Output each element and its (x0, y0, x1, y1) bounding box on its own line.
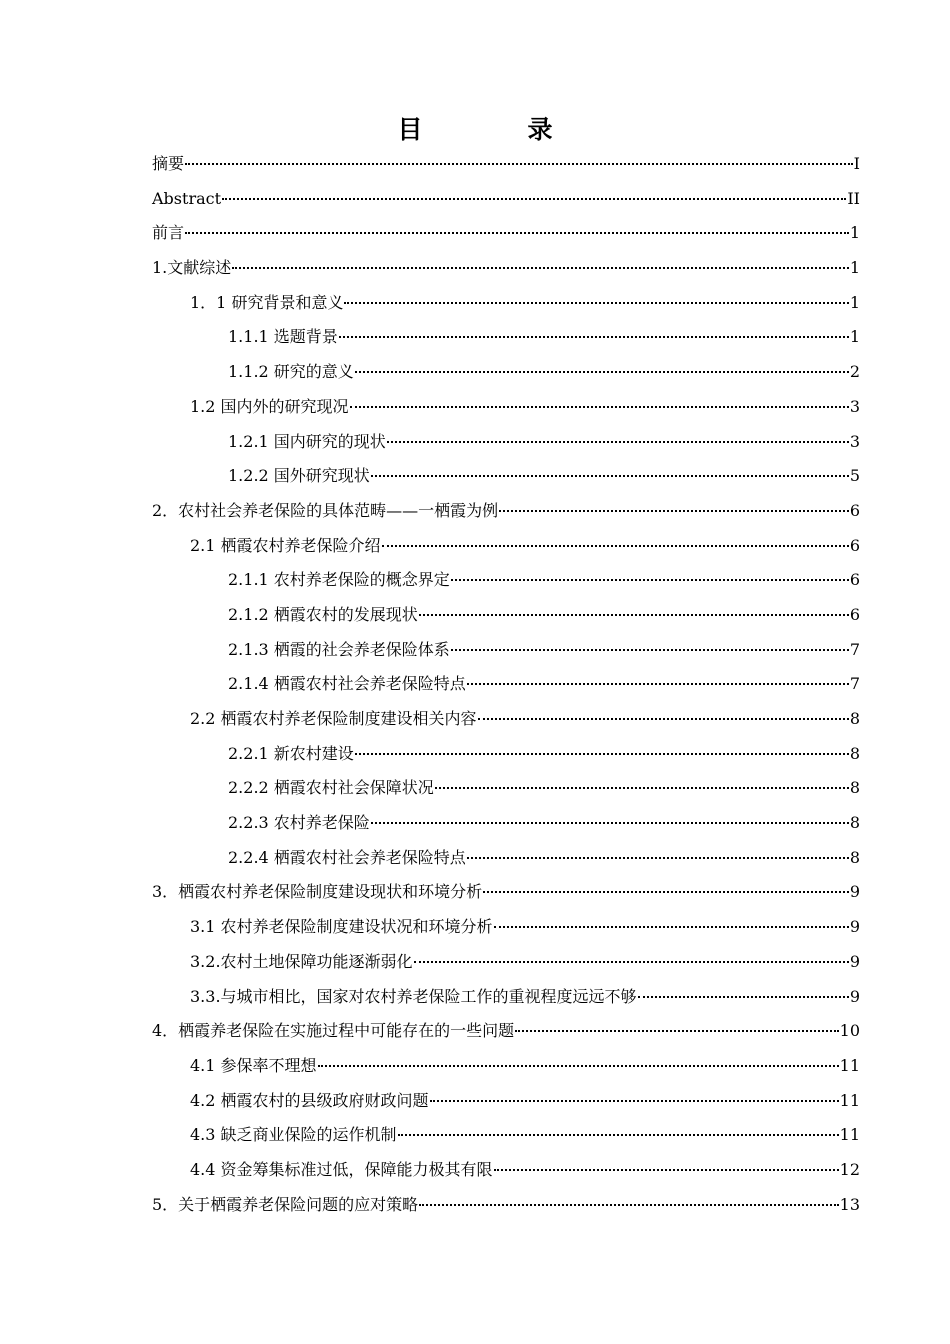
dot-leader (494, 1169, 839, 1171)
toc-entry-page-number: 3 (849, 396, 860, 416)
toc-entry-page-number: 8 (849, 847, 860, 867)
toc-entry-page-number: 8 (849, 743, 860, 763)
toc-entry-page-number: 7 (849, 674, 860, 694)
toc-entry[interactable] (152, 251, 860, 286)
toc-entry-page-number: 1 (849, 292, 860, 312)
dot-leader (419, 614, 849, 616)
toc-entry[interactable] (152, 182, 860, 217)
toc-entry[interactable] (152, 702, 860, 737)
toc-entry[interactable] (152, 771, 860, 806)
toc-entry-page-number: 11 (839, 1055, 860, 1075)
toc-entry-page-number: 9 (849, 917, 860, 937)
toc-entry[interactable] (152, 875, 860, 910)
toc-entry-title: 2.1.3 栖霞的社会养老保险体系 (228, 639, 450, 659)
dot-leader (430, 1100, 839, 1102)
dot-leader (419, 1204, 838, 1206)
toc-entry-title: 2.2.1 新农村建设 (228, 743, 354, 763)
toc-entry-title: 2.1.4 栖霞农村社会养老保险特点 (228, 674, 466, 694)
dot-leader (185, 232, 849, 234)
toc-entry[interactable] (152, 459, 860, 494)
toc-entry-page-number: 10 (839, 1021, 860, 1041)
dot-leader (371, 822, 849, 824)
toc-entry-title: 1.2 国内外的研究现况 (190, 396, 349, 416)
toc-entry-page-number: 9 (849, 951, 860, 971)
toc-entry-title: 2.1.2 栖霞农村的发展现状 (228, 604, 418, 624)
toc-entry-title: 1.1.2 研究的意义 (228, 362, 354, 382)
dot-leader (350, 406, 849, 408)
dot-leader (344, 302, 848, 304)
toc-entry-title: 3.3.与城市相比，国家对农村养老保险工作的重视程度远远不够 (190, 986, 637, 1006)
toc-entry-page-number: 1 (849, 327, 860, 347)
toc-entry-title: 1.2.2 国外研究现状 (228, 466, 370, 486)
toc-entry-page-number: 6 (849, 604, 860, 624)
dot-leader (494, 926, 849, 928)
toc-entry[interactable] (152, 320, 860, 355)
toc-entry-title: 4.3 缺乏商业保险的运作机制 (190, 1125, 397, 1145)
toc-entry-title: 1.1.1 选题背景 (228, 327, 338, 347)
toc-entry-page-number: 6 (849, 500, 860, 520)
dot-leader (435, 787, 849, 789)
dot-leader (499, 510, 849, 512)
toc-entry-page-number: 8 (849, 813, 860, 833)
toc-entry-title: 2.1 栖霞农村养老保险介绍 (190, 535, 381, 555)
toc-entry[interactable] (152, 598, 860, 633)
dot-leader (382, 545, 849, 547)
toc-entry[interactable] (152, 910, 860, 945)
dot-leader (478, 718, 849, 720)
dot-leader (371, 475, 849, 477)
toc-entry-page-number: 12 (839, 1159, 860, 1179)
toc-entry[interactable] (152, 390, 860, 425)
dot-leader (222, 198, 846, 200)
dot-leader (355, 371, 849, 373)
toc-entry-title: 2.2.3 农村养老保险 (228, 813, 370, 833)
toc-entry-title: 2.2 栖霞农村养老保险制度建设相关内容 (190, 709, 477, 728)
dot-leader (467, 857, 849, 859)
toc-entry[interactable] (152, 667, 860, 702)
toc-entry-title: 摘要 (152, 154, 185, 173)
toc-entry[interactable] (152, 529, 860, 564)
toc-entry-title: 1.文献综述 (152, 258, 232, 278)
toc-entry-title: 4．栖霞养老保险在实施过程中可能存在的一些问题 (152, 1021, 515, 1041)
toc-entry[interactable] (152, 737, 860, 772)
dot-leader (451, 649, 849, 651)
toc-entry[interactable] (152, 1153, 860, 1188)
toc-entry-page-number: 1 (849, 223, 860, 243)
dot-leader (515, 1030, 838, 1032)
toc-entry[interactable] (152, 806, 860, 841)
toc-entry[interactable] (152, 216, 860, 251)
toc-entry-title: Abstract (152, 188, 222, 208)
toc-entry-page-number: 8 (849, 778, 860, 798)
toc-entry-title: 前言 (152, 223, 185, 243)
toc-entry[interactable] (152, 945, 860, 980)
toc-entry-title: 1．1 研究背景和意义 (190, 292, 344, 312)
toc-entry[interactable] (152, 1118, 860, 1153)
toc-entry-page-number: II (847, 188, 860, 208)
toc-entry-page-number: 6 (849, 570, 860, 590)
toc-entry-page-number: 6 (849, 535, 860, 555)
toc-entry[interactable] (152, 425, 860, 460)
dot-leader (387, 441, 849, 443)
toc-entry[interactable] (152, 563, 860, 598)
toc-entry[interactable] (152, 1188, 860, 1223)
toc-entry-title: 2.2.2 栖霞农村社会保障状况 (228, 778, 434, 798)
dot-leader (232, 267, 849, 269)
toc-entry-title: 2．农村社会养老保险的具体范畴——一栖霞为例 (152, 500, 499, 520)
toc-entry-page-number: I (853, 154, 860, 173)
toc-entry-title: 5．关于栖霞养老保险问题的应对策略 (152, 1194, 419, 1214)
toc-entry-title: 2.1.1 农村养老保险的概念界定 (228, 570, 450, 590)
toc-entry[interactable] (152, 494, 860, 529)
dot-leader (318, 1065, 839, 1067)
toc-entry-page-number: 7 (849, 639, 860, 659)
dot-leader (185, 163, 853, 165)
dot-leader (339, 336, 849, 338)
toc-entry-title: 4.1 参保率不理想 (190, 1055, 317, 1075)
dot-leader (638, 996, 849, 998)
toc-entry-page-number: 9 (849, 882, 860, 902)
toc-entry[interactable] (152, 1014, 860, 1049)
dot-leader (414, 961, 849, 963)
toc-entry-page-number: 1 (849, 258, 860, 278)
dot-leader (451, 579, 849, 581)
toc-entry-page-number: 8 (849, 709, 860, 728)
toc-entry-page-number: 3 (849, 431, 860, 451)
dot-leader (355, 753, 849, 755)
dot-leader (467, 683, 849, 685)
toc-entry-page-number: 11 (839, 1090, 860, 1110)
toc-entry[interactable] (152, 980, 860, 1015)
toc-entry[interactable] (152, 355, 860, 390)
toc-entry-page-number: 9 (849, 986, 860, 1006)
toc-entry[interactable] (152, 841, 860, 876)
toc-entry-title: 4.4 资金筹集标准过低，保障能力极其有限 (190, 1159, 493, 1179)
page-title: 目 录 (397, 115, 593, 144)
toc-entry-title: 1.2.1 国内研究的现状 (228, 431, 386, 451)
toc-entry-page-number: 2 (849, 362, 860, 382)
toc-entry[interactable] (152, 147, 860, 182)
toc-entry[interactable] (152, 633, 860, 668)
toc-entry-title: 3．栖霞农村养老保险制度建设现状和环境分析 (152, 882, 483, 902)
dot-leader (483, 891, 849, 893)
toc-entry-page-number: 11 (839, 1125, 860, 1145)
toc-entry-page-number: 13 (839, 1194, 860, 1214)
toc-entry[interactable] (152, 1084, 860, 1119)
toc-entry-title: 4.2 栖霞农村的县级政府财政问题 (190, 1090, 429, 1110)
toc-entry[interactable] (152, 1049, 860, 1084)
table-of-contents (152, 147, 860, 1222)
toc-entry[interactable] (152, 286, 860, 321)
toc-entry-title: 3.1 农村养老保险制度建设状况和环境分析 (190, 917, 493, 937)
dot-leader (398, 1134, 839, 1136)
toc-entry-title: 2.2.4 栖霞农村社会养老保险特点 (228, 847, 466, 867)
toc-entry-page-number: 5 (849, 466, 860, 486)
toc-entry-title: 3.2.农村土地保障功能逐渐弱化 (190, 951, 413, 971)
